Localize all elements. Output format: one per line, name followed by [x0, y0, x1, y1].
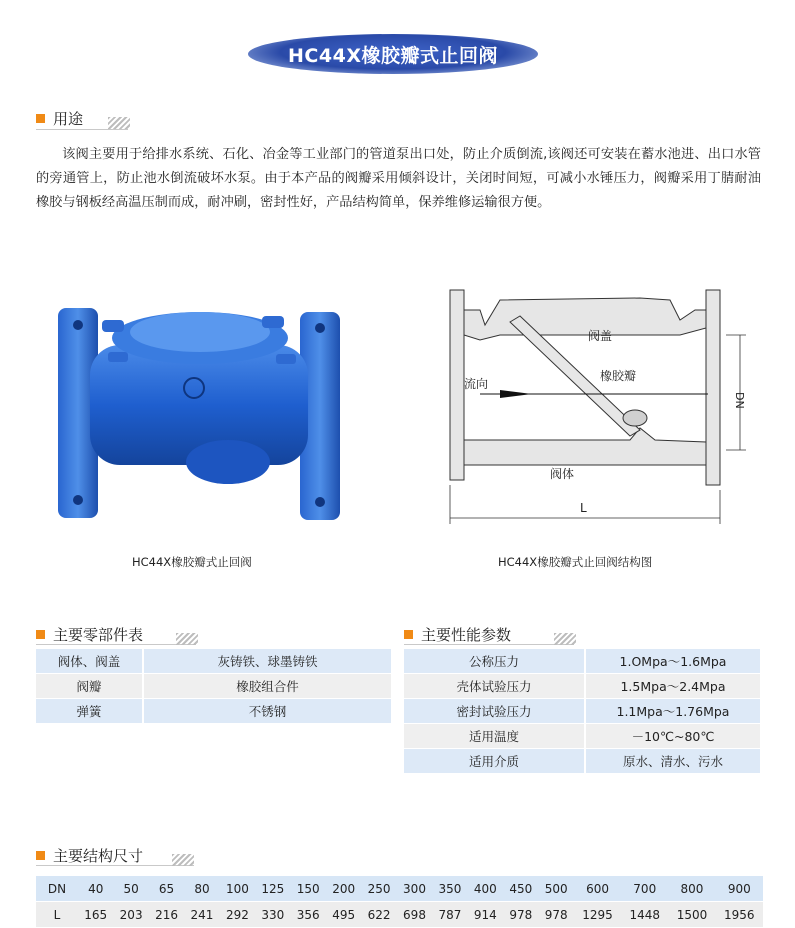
param-value-cell: 原水、清水、污水 [585, 749, 761, 774]
dn-label-cell: DN [36, 876, 78, 902]
dn-value-cell: 700 [621, 876, 668, 902]
section-stripes-decoration [108, 117, 130, 129]
section-stripes-decoration [176, 633, 198, 645]
l-value-cell: 203 [113, 902, 148, 928]
param-value-cell: 1.OMpa～1.6Mpa [585, 649, 761, 674]
dn-value-cell: 100 [220, 876, 255, 902]
usage-text: 该阀主要用于给排水系统、石化、冶金等工业部门的管道泵出口处，防止介质倒流,该阀还可安装在蓄水池进、出口水管的旁通管上，防止池水倒流破坏水泵。由于本产品的阀瓣采用倾斜设计，关闭时间短，可减小水锤压力，阀瓣采用丁腈耐油橡胶与钢板经高温压制而成，耐冲刷，密封性好，产品结构简单，保养维修运输很方便。 [36, 147, 761, 210]
table-row [36, 699, 392, 724]
param-name-cell: 公称压力 [404, 649, 585, 674]
diagram-label-body: 阀体 [550, 467, 575, 481]
part-material-cell: 不锈钢 [143, 699, 392, 724]
page-title: HC44X橡胶瓣式止回阀 [288, 44, 498, 67]
param-value-cell: 1.5Mpa～2.4Mpa [585, 674, 761, 699]
dn-value-cell: 80 [184, 876, 219, 902]
dn-value-cell: 150 [291, 876, 326, 902]
section-underline [404, 644, 574, 645]
section-bullet-icon [36, 851, 45, 860]
table-row [404, 699, 761, 724]
part-material-cell: 灰铸铁、球墨铸铁 [143, 649, 392, 674]
section-underline [36, 644, 196, 645]
usage-section-header [36, 108, 83, 129]
table-row [36, 674, 392, 699]
parts-heading: 主要零部件表 [53, 626, 144, 644]
table-row [404, 724, 761, 749]
table-row [404, 674, 761, 699]
page-title-banner [248, 34, 538, 74]
l-value-cell: 330 [255, 902, 290, 928]
dn-value-cell: 50 [113, 876, 148, 902]
l-value-cell: 1956 [716, 902, 763, 928]
part-name-cell: 弹簧 [36, 699, 143, 724]
valve-photo [50, 290, 350, 520]
dn-row [36, 876, 763, 902]
diagram-label-bonnet: 阀盖 [588, 329, 613, 343]
dn-value-cell: 125 [255, 876, 290, 902]
section-bullet-icon [36, 114, 45, 123]
param-value-cell: 1.1Mpa～1.76Mpa [585, 699, 761, 724]
param-value-cell: －10℃~80℃ [585, 724, 761, 749]
param-name-cell: 密封试验压力 [404, 699, 585, 724]
table-row [36, 649, 392, 674]
table-row [404, 749, 761, 774]
parts-section-header [36, 624, 143, 645]
dimensions-section-header [36, 845, 143, 866]
l-value-cell: 356 [291, 902, 326, 928]
section-bullet-icon [36, 630, 45, 639]
part-material-cell: 橡胶组合件 [143, 674, 392, 699]
section-stripes-decoration [554, 633, 576, 645]
l-value-cell: 165 [78, 902, 113, 928]
l-value-cell: 241 [184, 902, 219, 928]
dn-value-cell: 200 [326, 876, 361, 902]
l-label-cell: L [36, 902, 78, 928]
dn-value-cell: 800 [668, 876, 715, 902]
part-name-cell: 阀体、阀盖 [36, 649, 143, 674]
dn-value-cell: 65 [149, 876, 184, 902]
dn-value-cell: 500 [538, 876, 573, 902]
l-value-cell: 1500 [668, 902, 715, 928]
section-stripes-decoration [172, 854, 194, 866]
l-value-cell: 292 [220, 902, 255, 928]
diagram-label-length: L [580, 501, 587, 515]
dn-value-cell: 350 [432, 876, 467, 902]
l-value-cell: 1448 [621, 902, 668, 928]
usage-paragraph [36, 143, 761, 215]
part-name-cell: 阀瓣 [36, 674, 143, 699]
l-value-cell: 622 [361, 902, 396, 928]
section-underline [36, 865, 194, 866]
section-bullet-icon [404, 630, 413, 639]
diagram-caption: HC44X橡胶瓣式止回阀结构图 [498, 555, 653, 569]
valve-structure-diagram [440, 280, 760, 530]
dn-value-cell: 400 [468, 876, 503, 902]
parts-table [36, 649, 393, 724]
l-value-cell: 978 [538, 902, 573, 928]
dn-value-cell: 600 [574, 876, 621, 902]
performance-heading: 主要性能参数 [421, 626, 512, 644]
param-name-cell: 适用温度 [404, 724, 585, 749]
l-value-cell: 1295 [574, 902, 621, 928]
dimensions-table [36, 876, 763, 928]
l-row [36, 902, 763, 928]
l-value-cell: 978 [503, 902, 538, 928]
dn-value-cell: 40 [78, 876, 113, 902]
performance-table [404, 649, 762, 774]
dn-value-cell: 900 [716, 876, 763, 902]
diagram-label-disc: 橡胶瓣 [600, 369, 637, 383]
usage-heading: 用途 [53, 110, 84, 128]
performance-section-header [404, 624, 511, 645]
photo-caption: HC44X橡胶瓣式止回阀 [132, 555, 252, 569]
param-name-cell: 适用介质 [404, 749, 585, 774]
dimensions-heading: 主要结构尺寸 [53, 847, 144, 865]
param-name-cell: 壳体试验压力 [404, 674, 585, 699]
l-value-cell: 495 [326, 902, 361, 928]
diagram-label-flow: 流向 [464, 377, 489, 391]
table-row [404, 649, 761, 674]
dn-value-cell: 300 [397, 876, 432, 902]
l-value-cell: 787 [432, 902, 467, 928]
diagram-label-dn: DN [733, 392, 746, 409]
l-value-cell: 698 [397, 902, 432, 928]
dn-value-cell: 450 [503, 876, 538, 902]
section-underline [36, 129, 128, 130]
l-value-cell: 914 [468, 902, 503, 928]
dn-value-cell: 250 [361, 876, 396, 902]
l-value-cell: 216 [149, 902, 184, 928]
